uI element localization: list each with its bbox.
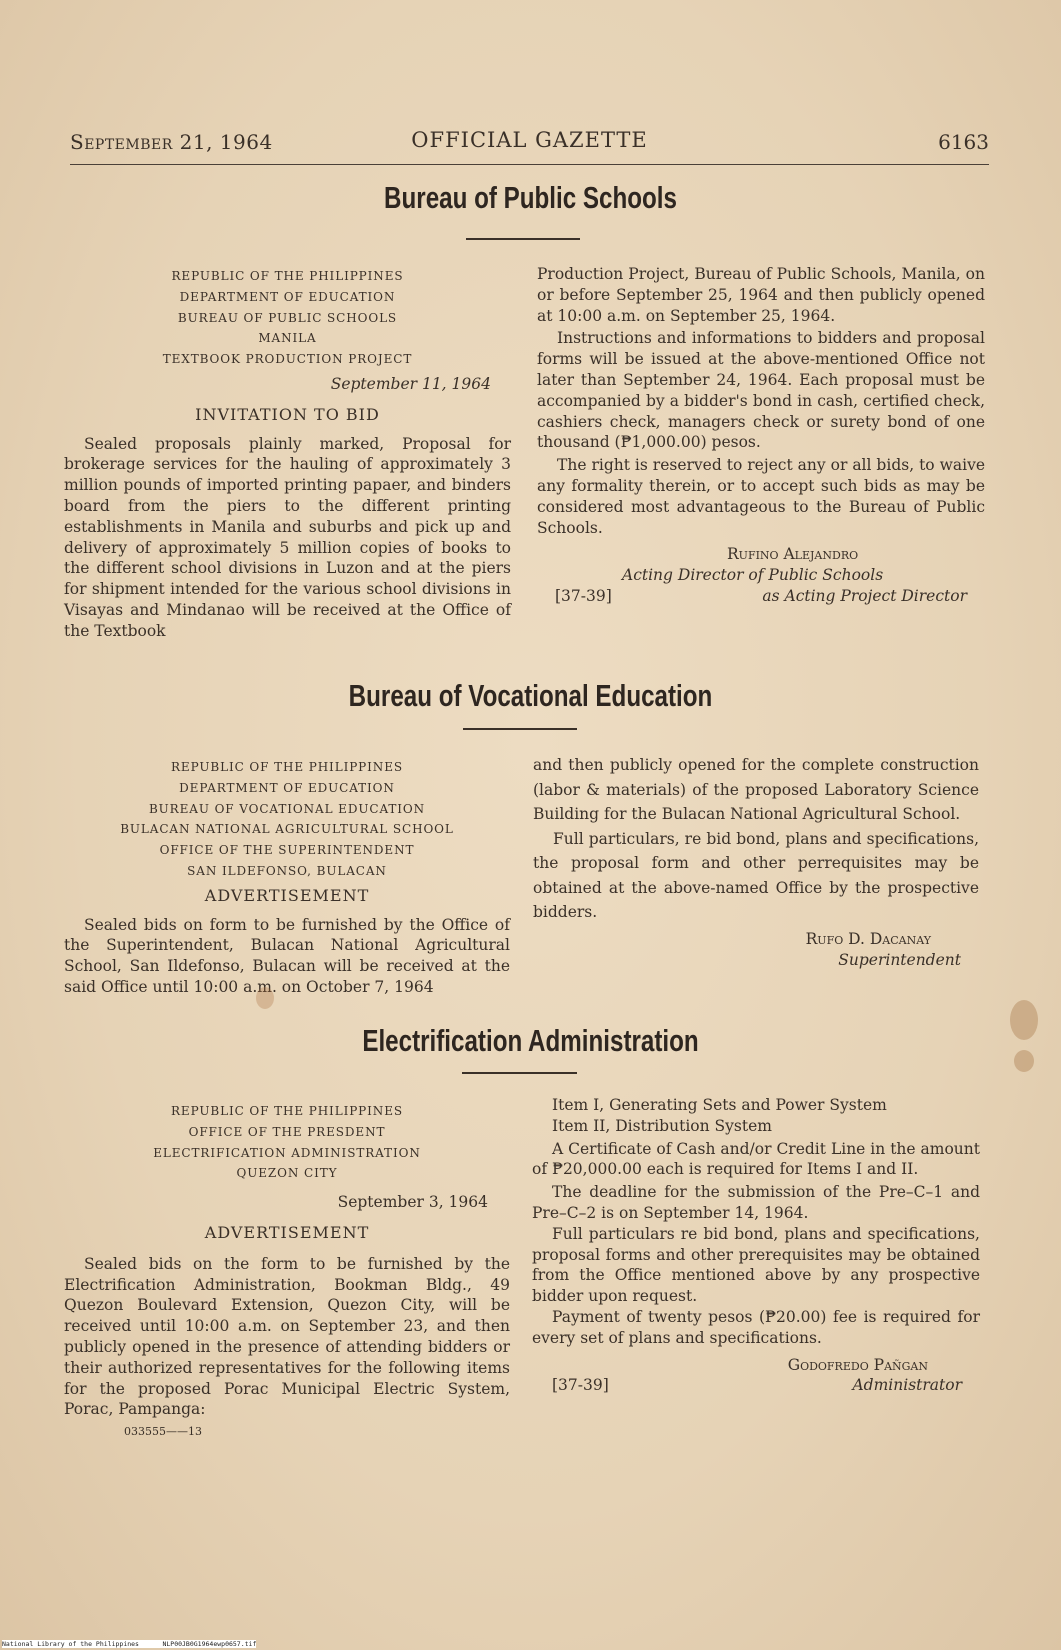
sec2-heading: ADVERTISEMENT	[204, 885, 370, 905]
sec1-date: September 11, 1964	[330, 374, 491, 393]
sec1-heading: INVITATION TO BID	[195, 404, 380, 424]
sec3-left-paragraph: Sealed bids on the form to be furnished by the Electrification Administration, Bookman Bldg., 49 Quezon Boulevard Extension, Quezon City, will be received until 10:00 a.m. on September 23, and then publicly opened in the presence of attending bidders or their authorized representatives for the following items for the proposed Porac Municipal Electric System, Porac, Pampanga:	[64, 1254, 510, 1419]
paper-stain	[1014, 1050, 1034, 1072]
sec1-signer-title: as Acting Project Director	[762, 586, 967, 605]
sec1-left-paragraph: Sealed proposals plainly marked, Proposal for brokerage services for the hauling of approximately 3 million pounds of imported printing papaer, and binders board from the piers to the different printing establishments in Manila and suburbs and pick up and delivery of approximately 5 million copies of books to the different school divisions in Luzon and at the piers for shipment intended for the various school divisions in Visayas and Mindanao will be received at the Office of the Textbook	[64, 434, 511, 640]
section-rule	[462, 1072, 577, 1074]
sec3-paragraph: A Certificate of Cash and/or Credit Line in the amount of ₱20,000.00 each is required for Items I and II.	[532, 1139, 980, 1179]
section-title-electrification-administration: Electrification Administration	[362, 1023, 699, 1058]
sec1-signer: Rufino Alejandro	[727, 545, 859, 564]
sec3-paragraph: Payment of twenty pesos (₱20.00) fee is required for every set of plans and specifications.	[532, 1307, 980, 1347]
sec3-item: Item I, Generating Sets and Power System	[552, 1096, 887, 1114]
sec1-signer-title: Acting Director of Public Schools	[622, 566, 884, 585]
header-title: OFFICIAL GAZETTE	[411, 128, 648, 152]
sec2-signer-title: Superintendent	[838, 950, 961, 969]
sec2-left-paragraph: Sealed bids on form to be furnished by the Office of the Superintendent, Bulacan National Agricultural School, San Ildefonso, Bulacan will be received at the said Office until 10:00 a.m. on October 7, 1964	[64, 915, 510, 996]
header-rule	[70, 164, 989, 165]
sec3-left-column	[64, 1101, 510, 1443]
scan-footer: National Library of the Philippines NLP00JB0G1964ewp0657.tif	[2, 1640, 257, 1648]
header-date: September 21, 1964	[70, 130, 273, 154]
sec1-paragraph: Instructions and informations to bidders and proposal forms will be issued at the above-mentioned Office not later than September 24, 1964. Each proposal must be accompanied by a bidder's bond in cash, certified check, cashiers check, managers check or surety bond of one thousand (₱1,000.00) pesos.	[537, 329, 985, 452]
sec3-address: REPUBLIC OF THE PHILIPPINES OFFICE OF THE PRESDENT ELECTRIFICATION ADMINISTRATION QUEZON CITY	[153, 1104, 421, 1181]
sec1-left-column	[64, 266, 511, 642]
sec3-right-column	[532, 1095, 980, 1396]
section-rule	[463, 728, 577, 730]
sec1-address: REPUBLIC OF THE PHILIPPINES DEPARTMENT OF EDUCATION BUREAU OF PUBLIC SCHOOLS MANILA TEXTBOOK PRODUCTION PROJECT	[162, 269, 413, 367]
sec2-right-column	[533, 753, 979, 971]
section-rule	[466, 238, 580, 240]
sec3-signer: Godofredo Pañgan	[787, 1355, 928, 1374]
sec3-heading: ADVERTISEMENT	[204, 1222, 370, 1242]
sec1-ref: [37-39]	[555, 586, 612, 605]
paper-stain	[256, 987, 274, 1009]
sec3-code: 033555——13	[124, 1425, 202, 1439]
sec3-date: September 3, 1964	[337, 1193, 488, 1212]
section-title-vocational-education: Bureau of Vocational Education	[348, 678, 713, 713]
sec2-paragraph: and then publicly opened for the complete construction (labor & materials) of the proposed Laboratory Science Building for the Bulacan National Agricultural School.	[533, 756, 979, 823]
paper-stain	[1010, 1000, 1038, 1040]
sec3-ref: [37-39]	[552, 1376, 609, 1395]
sec2-left-column	[64, 757, 510, 998]
sec2-address: REPUBLIC OF THE PHILIPPINES DEPARTMENT OF EDUCATION BUREAU OF VOCATIONAL EDUCATION BULACAN NATIONAL AGRICULTURAL SCHOOL OFFICE OF THE SUPERINTENDENT SAN ILDEFONSO, BULACAN	[120, 760, 454, 878]
page-header	[70, 126, 989, 158]
sec1-paragraph: The right is reserved to reject any or all bids, to waive any formality therein, or to accept such bids as may be considered most advantageous to the Bureau of Public Schools.	[537, 456, 985, 537]
sec3-paragraph: The deadline for the submission of the Pre–C–1 and Pre–C–2 is on September 14, 1964.	[532, 1183, 980, 1222]
sec2-paragraph: Full particulars, re bid bond, plans and specifications, the proposal form and other perrequisites may be obtained at the above-named Office by the prospective bidders.	[533, 829, 979, 921]
page-number: 6163	[938, 130, 989, 154]
sec1-paragraph: Production Project, Bureau of Public Schools, Manila, on or before September 25, 1964 and then publicly opened at 10:00 a.m. on September 25, 1964.	[537, 265, 985, 325]
sec3-signer-title: Administrator	[852, 1376, 962, 1395]
sec3-paragraph: Full particulars re bid bond, plans and specifications, proposal forms and other prerequisites may be obtained from the Office mentioned above by any prospective bidder upon request.	[532, 1224, 980, 1306]
sec3-item: Item II, Distribution System	[552, 1116, 772, 1135]
section-title-public-schools: Bureau of Public Schools	[384, 180, 677, 215]
sec1-right-column	[537, 264, 985, 607]
sec2-signer: Rufo D. Dacanay	[805, 929, 931, 948]
